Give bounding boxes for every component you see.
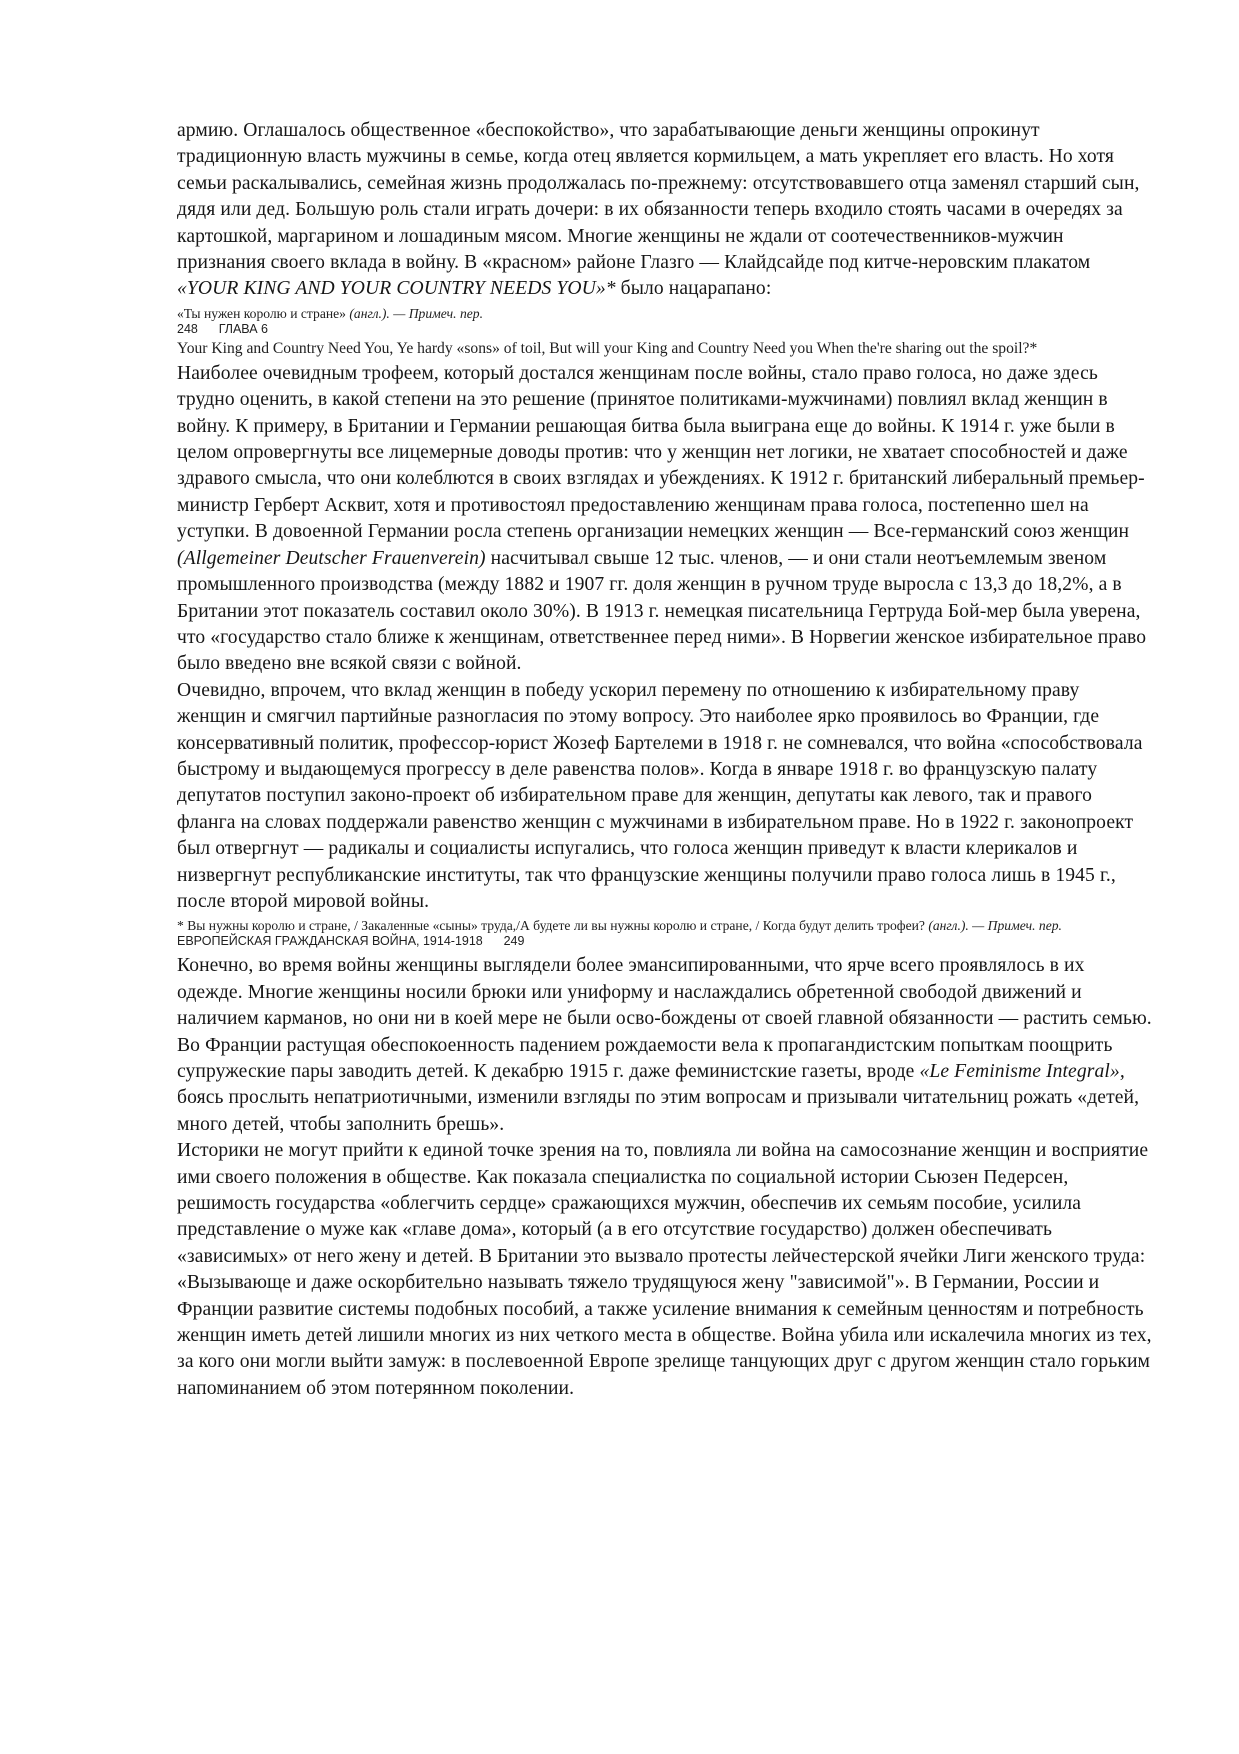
footnote-1-text: «Ты нужен королю и стране» [177,305,350,321]
verse-quote: Your King and Country Need You, Ye hardy «sons» of toil, But will your King and Country Need you When the're sharing out the spoil?* [177,339,1038,357]
paragraph-1-text: армию. Оглашалось общественное «беспокойство», что зарабатывающие деньги женщины опрокинут традиционную власть мужчины в семье, когда отец является кормильцем, а мать укрепляет его власть. Но хотя семьи раскалывались, семейная жизнь продолжалась по-прежнему: отсутствовавшего отца заменял старший сын, дядя или дед. Большую роль стали играть дочери: в их обязанности теперь входило стоять часами в очередях за картошкой, маргарином и лошадиным мясом. Многие женщины не ждали от соотечественников-мужчин признания своего вклада в войну. В «красном» районе Глазго — Клайдсайде под китче-неровским плакатом [177,120,1140,274]
paragraph-1 [177,118,1152,303]
paragraph-4-text: Конечно, во время войны женщины выглядели более эмансипированными, что ярче всего проявлялось в их одежде. Многие женщины носили брюки или униформу и наслаждались обретенной свободой движений и наличием карманов, но они ни в коей мере не были осво-бождены от своей главной обязанности — растить семью. Во Франции растущая обеспокоенность падением рождаемости вела к пропагандистским попыткам поощрить супружеские пары заводить детей. К декабрю 1915 г. даже феминистские газеты, вроде [177,955,1152,1082]
paragraph-1-italic: «YOUR KING AND YOUR COUNTRY NEEDS YOU»* [177,278,616,300]
paragraph-3: Очевидно, впрочем, что вклад женщин в победу ускорил перемену по отношению к избирательному праву женщин и смягчил партийные разногласия по этому вопросу. Это наиболее ярко проявилось во Франции, где консервативный политик, профессор-юрист Жозеф Бартелеми в 1918 г. не сомневался, что война «способствовала быстрому и выдающемуся прогрессу в деле равенства полов». Когда в январе 1918 г. во французскую палату депутатов поступил законо-проект об избирательном праве для женщин, депутаты как левого, так и правого фланга на словах поддержали равенство женщин с мужчинами в избирательном праве. Но в 1922 г. законопроект был отвергнут — радикалы и социалисты испугались, что голоса женщин приведут к власти клерикалов и низвергнут республиканские институты, так что французские женщины получили право голоса лишь в 1945 г., после второй мировой войны. [177,679,1143,912]
footnote-2 [177,918,1152,934]
paragraph-2-italic: (Allgemeiner Deutscher Frauenverein) [177,547,486,569]
paragraph-5: Историки не могут прийти к единой точке зрения на то, повлияла ли война на самосознание женщин и восприятие ими своего положения в обществе. Как показала специалистка по социальной истории Сьюзен Педерсен, решимость государства «облегчить сердце» сражающихся мужчин, обеспечив их семьям пособие, усилила представление о муже как «главе дома», который (а в его отсутствие государство) должен обеспечивать «зависимых» от него жену и детей. В Британии это вызвало протесты лейчестерской ячейки Лиги женского труда: «Вызывающе и даже оскорбительно называть тяжело трудящуюся жену "зависимой"». В Германии, России и Франции развитие системы подобных пособий, а также усиление внимания к семейным ценностям и потребность женщин иметь детей лишили многих из них четкого места в обществе. Война убила или искалечила многих из тех, за кого они могли выйти замуж: в послевоенной Европе зрелище танцующих друг с другом женщин стало горьким напоминанием об этом потерянном поколении. [177,1140,1152,1399]
document-page [177,118,1152,1402]
running-head-page-248: 248 ГЛАВА 6 [177,321,268,336]
footnote-2-italic: (англ.). — Примеч. пер. [928,918,1062,934]
paragraph-2 [177,361,1152,678]
paragraph-4-italic: «Le Feminisme Integral», [919,1061,1125,1082]
paragraph-2-text: Наиболее очевидным трофеем, который достался женщинам после войны, стало право голоса, но даже здесь трудно оценить, в какой степени на это решение (принятое политиками-мужчинами) повлиял вклад женщин в войну. К примеру, в Британии и Германии решающая битва была выиграна еще до войны. К 1914 г. уже были в целом опровергнуты все лицемерные доводы против: что у женщин нет логики, не хватает способностей и даже здравого смысла, что они колеблются в своих взглядах и убеждениях. К 1912 г. британский либеральный премьер-министр Герберт Асквит, хотя и противостоял предоставлению женщинам права голоса, постепенно шел на уступки. В довоенной Германии росла степень организации немецких женщин — Все-германский союз женщин [177,362,1145,543]
running-head-page-249: ЕВРОПЕЙСКАЯ ГРАЖДАНСКАЯ ВОЙНА, 1914-1918 249 [177,934,525,949]
paragraph-4-end: боясь прослыть непатриотичными, изменили взгляды по этим вопросам и призывали читательниц рожать «детей, много детей, чтобы заполнить брешь». [177,1087,1140,1135]
footnote-2-text: * Вы нужны королю и стране, / Закаленные «сыны» труда,/А будете ли вы нужны королю и стране, / Когда будут делить трофеи? [177,918,929,934]
footnote-1 [177,306,1152,322]
paragraph-2-end: насчитывал свыше 12 тыс. членов, — и они стали неотъемлемым звеном промышленного производства (между 1882 и 1907 гг. доля женщин в ручном труде выросла с 13,3 до 18,2%, а в Британии этот показатель составил около 30%). В 1913 г. немецкая писательница Гертруда Бой-мер была уверена, что «государство стало ближе к женщинам, ответственнее перед ними». В Норвегии женское избирательное право было введено вне всякой связи с войной. [177,547,1147,675]
footnote-1-italic: (англ.). — Примеч. пер. [349,305,483,321]
paragraph-4 [177,953,1152,1138]
paragraph-1-end: было нацарапано: [615,278,772,300]
